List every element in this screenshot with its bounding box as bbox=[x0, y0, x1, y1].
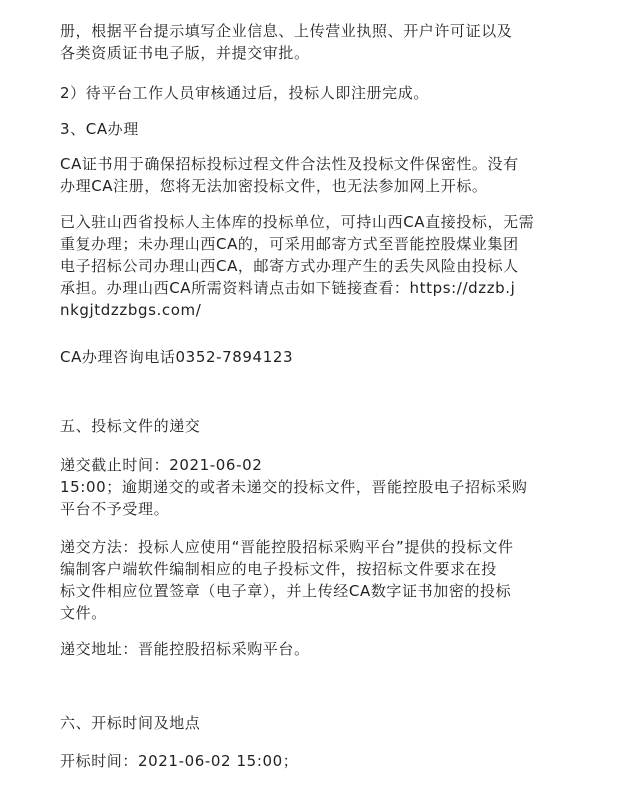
text-line: 15:00；逾期递交的或者未递交的投标文件，晋能控股电子招标采购 bbox=[60, 478, 528, 496]
address-paragraph: 递交地址：晋能控股招标采购平台。 bbox=[60, 640, 310, 658]
section-heading-ca: 3、CA办理 bbox=[60, 120, 139, 138]
text-line: 承担。办理山西CA所需资料请点击如下链接查看：https://dzzb.j bbox=[60, 279, 516, 297]
text-line: 重复办理；未办理山西CA的，可采用邮寄方式至晋能控股煤业集团 bbox=[60, 235, 519, 253]
text-line: 平台不予受理。 bbox=[60, 500, 170, 518]
text-line: 文件。 bbox=[60, 604, 107, 622]
text-line: 各类资质证书电子版，并提交审批。 bbox=[60, 44, 310, 62]
link-text: nkgjtdzzbgs.com/ bbox=[60, 301, 202, 319]
opening-time-paragraph: 开标时间：2021-06-02 15:00； bbox=[60, 752, 299, 770]
section-heading-submission: 五、投标文件的递交 bbox=[60, 417, 201, 435]
intro-paragraph bbox=[60, 20, 580, 64]
text-line: 电子招标公司办理山西CA，邮寄方式办理产生的丢失风险由投标人 bbox=[60, 257, 519, 275]
ca-shanxi-paragraph bbox=[60, 211, 580, 321]
deadline-paragraph bbox=[60, 454, 580, 520]
ca-purpose-paragraph bbox=[60, 153, 580, 197]
text-line: 递交截止时间：2021-06-02 bbox=[60, 456, 263, 474]
text-line: 递交方法：投标人应使用“晋能控股招标采购平台”提供的投标文件 bbox=[60, 538, 514, 556]
ca-phone-paragraph: CA办理咨询电话0352-7894123 bbox=[60, 348, 294, 366]
text-line: 办理CA注册，您将无法加密投标文件，也无法参加网上开标。 bbox=[60, 177, 488, 195]
text-line: 标文件相应位置签章（电子章），并上传经CA数字证书加密的投标 bbox=[60, 582, 512, 600]
text-line: CA证书用于确保招标投标过程文件合法性及投标文件保密性。没有 bbox=[60, 155, 519, 173]
text-line: 册，根据平台提示填写企业信息、上传营业执照、开户许可证以及 bbox=[60, 22, 513, 40]
text-line: 已入驻山西省投标人主体库的投标单位，可持山西CA直接投标，无需 bbox=[60, 213, 535, 231]
method-paragraph bbox=[60, 536, 580, 624]
review-paragraph: 2）待平台工作人员审核通过后，投标人即注册完成。 bbox=[60, 84, 429, 102]
text-line: 编制客户端软件编制相应的电子投标文件，按招标文件要求在投 bbox=[60, 560, 497, 578]
section-heading-opening: 六、开标时间及地点 bbox=[60, 714, 201, 732]
